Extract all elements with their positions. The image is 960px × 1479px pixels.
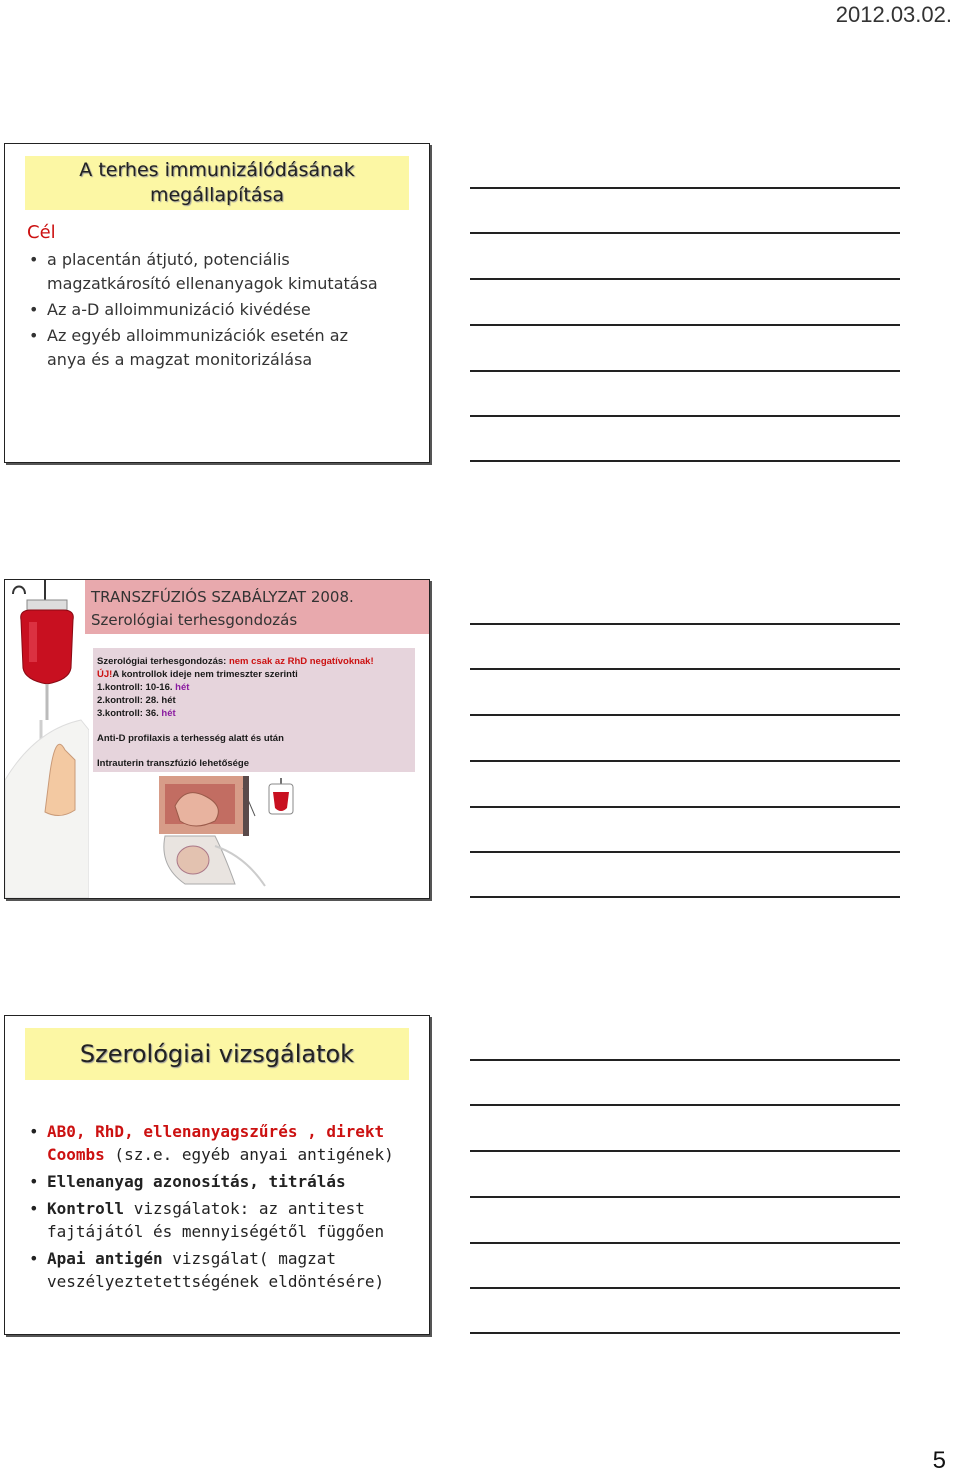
slide-1-bullet-list — [27, 248, 427, 372]
note-line — [470, 415, 900, 417]
note-line — [470, 623, 900, 625]
bullet-line: Az a-D alloimmunizáció kivédése — [47, 300, 311, 319]
note-line — [470, 1287, 900, 1289]
note-line — [470, 370, 900, 372]
slide-3-bullet — [27, 1197, 427, 1243]
note-line — [470, 278, 900, 280]
content-line-4: 2.kontroll: 28. hét — [97, 695, 176, 706]
slide-1-bullet — [27, 324, 427, 372]
note-line — [470, 851, 900, 853]
content-line-6: Anti-D profilaxis a terhesség alatt és után — [97, 733, 284, 744]
bullet-bold-text: Kontroll — [47, 1199, 125, 1218]
slide-1-label-cel: Cél — [27, 222, 56, 243]
content-line-1-text: Szerológiai terhesgondozás: — [97, 656, 229, 667]
page-number: 5 — [932, 1447, 946, 1474]
content-line-3-highlight: hét — [175, 682, 190, 693]
note-line — [470, 1104, 900, 1106]
slide-3-title: Szerológiai vizsgálatok — [25, 1028, 409, 1080]
note-line — [470, 760, 900, 762]
header-date: 2012.03.02. — [835, 2, 952, 27]
content-line-5 — [97, 707, 415, 720]
bullet-red-text: Coombs — [47, 1145, 105, 1164]
slide-2-header — [85, 580, 429, 634]
slide-2-header-line1: TRANSZFÚZIÓS SZABÁLYZAT 2008. — [91, 588, 354, 606]
bullet-line: magzatkárosító ellenanyagok kimutatása — [47, 274, 378, 293]
slide-1-title-line1: A terhes immunizálódásának — [79, 159, 355, 181]
note-line — [470, 1059, 900, 1061]
content-line-2 — [97, 668, 415, 681]
blood-bag-icon — [265, 778, 297, 818]
slide-3-bullet — [27, 1170, 427, 1193]
note-line — [470, 1332, 900, 1334]
note-line — [470, 1242, 900, 1244]
note-line — [470, 1150, 900, 1152]
note-line — [470, 187, 900, 189]
content-line-1-highlight: nem csak az RhD negatívoknak! — [228, 656, 374, 667]
content-line-3 — [97, 681, 415, 694]
slide-3 — [4, 1015, 430, 1335]
note-line — [470, 460, 900, 462]
slide-1-bullet — [27, 248, 427, 296]
slide-1-title — [25, 156, 409, 210]
note-line — [470, 324, 900, 326]
slide-1-title-line2: megállapítása — [149, 184, 285, 206]
bullet-line: anya és a magzat monitorizálása — [47, 350, 313, 369]
content-line-7: Intrauterin transzfúzió lehetősége — [97, 758, 250, 769]
bullet-text: fajtájától és mennyiségétől függően — [47, 1222, 385, 1241]
bullet-line: Az egyéb alloimmunizációk esetén az — [47, 326, 348, 345]
slide-2 — [4, 579, 430, 899]
bullet-text: vizsgálatok: az antitest — [124, 1199, 365, 1218]
note-line — [470, 1196, 900, 1198]
note-line — [470, 714, 900, 716]
slide-1-bullet — [27, 298, 427, 322]
note-line — [470, 668, 900, 670]
bullet-bold-text: Ellenanyag azonosítás, titrálás — [47, 1172, 346, 1191]
slide-3-bullet-list — [27, 1120, 427, 1293]
slide-2-header-line2: Szerológiai terhesgondozás — [91, 611, 298, 629]
content-line-1 — [97, 655, 415, 668]
slide-2-content-box — [93, 648, 415, 772]
note-line — [470, 806, 900, 808]
bullet-text: veszélyeztetettségének eldöntésére) — [47, 1272, 385, 1291]
transfusion-illustration — [5, 580, 89, 898]
note-line — [470, 896, 900, 898]
slide-3-bullet — [27, 1120, 427, 1166]
bullet-red-text: AB0, RhD, ellenanyagszűrés , direkt — [47, 1122, 385, 1141]
content-line-5-highlight: hét — [161, 708, 176, 719]
note-line — [470, 232, 900, 234]
slide-1 — [4, 143, 430, 463]
bullet-text: vizsgálat( magzat — [162, 1249, 336, 1268]
content-line-3-text: 1.kontroll: 10-16. — [97, 682, 176, 693]
content-line-5-text: 3.kontroll: 36. — [97, 708, 162, 719]
content-line-2-text: A kontrollok ideje nem trimeszter szerinti — [112, 669, 298, 680]
content-line-2-highlight: ÚJ! — [97, 669, 113, 680]
bullet-bold-text: Apai antigén — [47, 1249, 163, 1268]
bullet-line: a placentán átjutó, potenciális — [47, 250, 290, 269]
slide-3-bullet — [27, 1247, 427, 1293]
bullet-text: (sz.e. egyéb anyai antigének) — [104, 1145, 394, 1164]
